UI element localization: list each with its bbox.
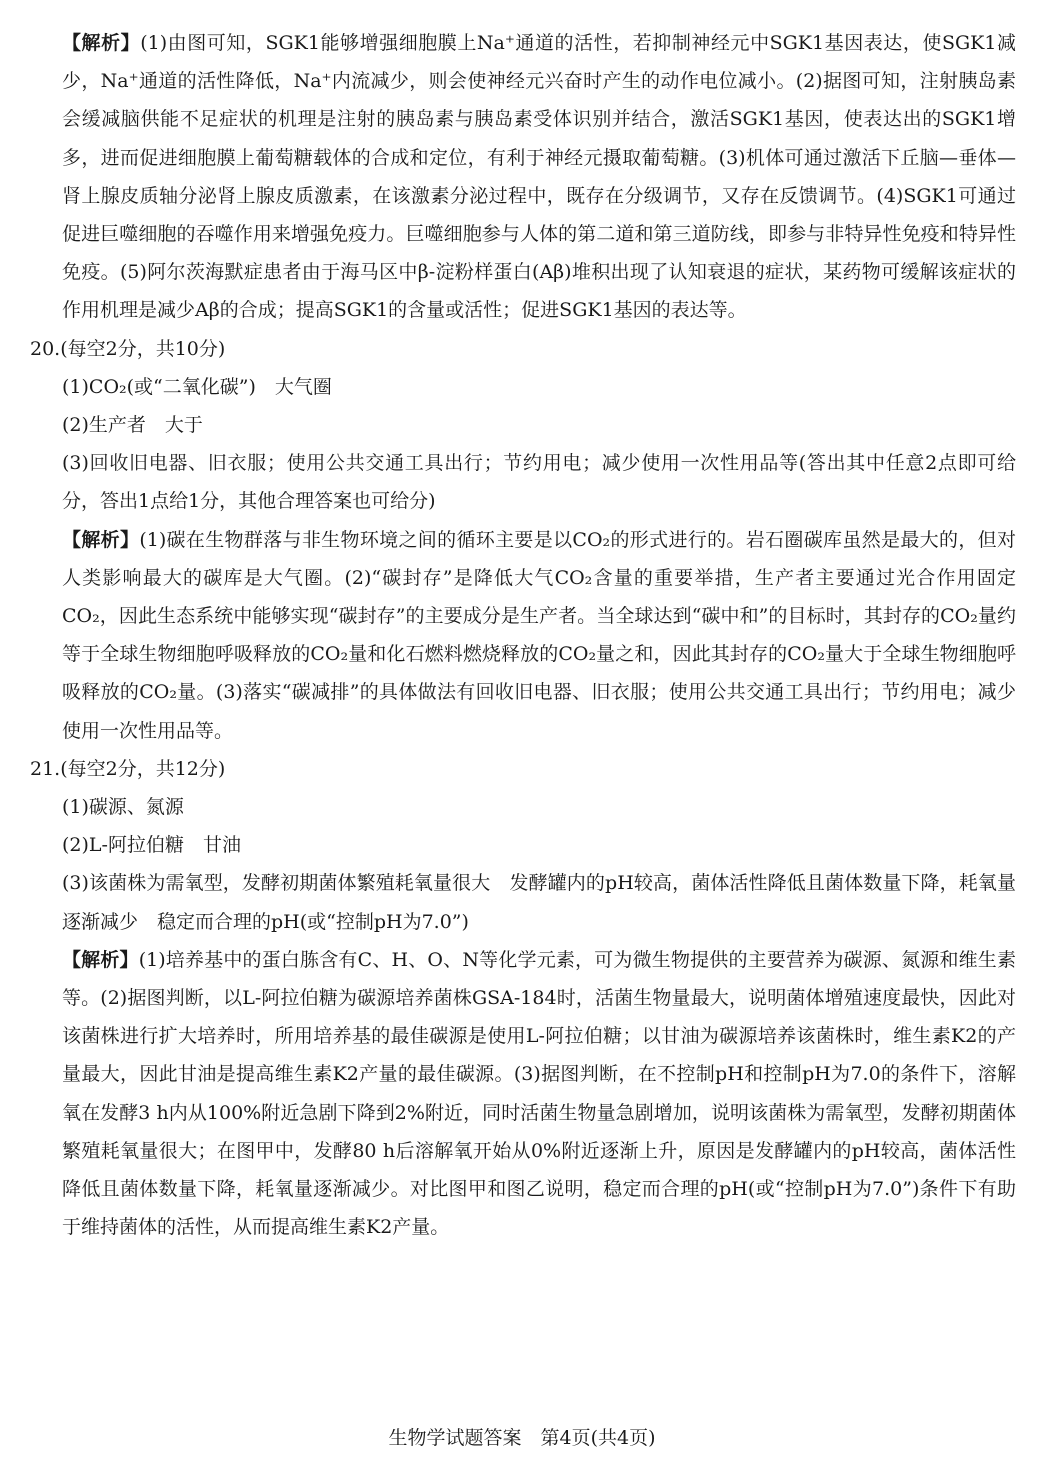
analysis-text: (1)培养基中的蛋白胨含有C、H、O、N等化学元素，可为微生物提供的主要营养为碳源、氮源和维生素等。(2)据图判断，以L-阿拉伯糖为碳源培养菌株GSA-184时，活菌生物量最大，说明菌体增殖速度最快，因此对该菌株进行扩大培养时，所用培养基的最佳碳源是使用L-阿拉伯糖；以甘油为碳源培养该菌株时，维生素K2的产量最大，因此甘油是提高维生素K2产量的最佳碳源。(3)据图判断，在不控制pH和控制pH为7.0的条件下，溶解氧在发酵3 h内从100%附近急剧下降到2%附近，同时活菌生物量急剧增加，说明该菌株为需氧型，发酵初期菌体繁殖耗氧量很大；在图甲中，发酵80 h后溶解氧开始从0%附近逐渐上升，原因是发酵罐内的pH较高，菌体活性降低且菌体数量下降，耗氧量逐渐减少。对比图甲和图乙说明，稳定而合理的pH(或“控制pH为7.0”)条件下有助于维持菌体的活性，从而提高维生素K2产量。 [62, 948, 1016, 1239]
analysis-text: (1)由图可知，SGK1能够增强细胞膜上Na⁺通道的活性，若抑制神经元中SGK1基因表达，使SGK1减少，Na⁺通道的活性降低，Na⁺内流减少，则会使神经元兴奋时产生的动作电位减小。(2)据图可知，注射胰岛素会缓减脑供能不足症状的机理是注射的胰岛素与胰岛素受体识别并结合，激活SGK1基因，使表达出的SGK1增多，进而促进细胞膜上葡萄糖载体的合成和定位，有利于神经元摄取葡萄糖。(3)机体可通过激活下丘脑—垂体—肾上腺皮质轴分泌肾上腺皮质激素，在该激素分泌过程中，既存在分级调节，又存在反馈调节。(4)SGK1可通过促进巨噬细胞的吞噬作用来增强免疫力。巨噬细胞参与人体的第二道和第三道防线，即参与非特异性免疫和特异性免疫。(5)阿尔茨海默症患者由于海马区中β-淀粉样蛋白(Aβ)堆积出现了认知衰退的症状，某药物可缓解该症状的作用机理是减少Aβ的合成；提高SGK1的含量或活性；促进SGK1基因的表达等。 [62, 32, 1016, 322]
analysis-label: 【解析】 [62, 948, 139, 971]
q20-analysis [30, 521, 1016, 750]
q21-analysis [30, 941, 1016, 1247]
q20-header: 20.(每空2分，共10分) [30, 337, 226, 360]
analysis-label: 【解析】 [62, 32, 141, 54]
page-footer: 生物学试题答案 第4页(共4页) [388, 1427, 656, 1449]
answer-page [30, 24, 1016, 1247]
analysis-label: 【解析】 [62, 528, 140, 551]
analysis-text: (1)碳在生物群落与非生物环境之间的循环主要是以CO₂的形式进行的。岩石圈碳库虽然是最大的，但对人类影响最大的碳库是大气圈。(2)“碳封存”是降低大气CO₂含量的重要举措，生产者主要通过光合作用固定CO₂，因此生态系统中能够实现“碳封存”的主要成分是生产者。当全球达到“碳中和”的目标时，其封存的CO₂量约等于全球生物细胞呼吸释放的CO₂量和化石燃料燃烧释放的CO₂量之和，因此其封存的CO₂量大于全球生物细胞呼吸释放的CO₂量。(3)落实“碳减排”的具体做法有回收旧电器、旧衣服；使用公共交通工具出行；节约用电；减少使用一次性用品等。 [62, 528, 1016, 742]
q20-answer-2: (2)生产者 大于 [62, 414, 203, 437]
q20-answer-1: (1)CO₂(或“二氧化碳”) 大气圈 [62, 375, 332, 398]
q21-header: 21.(每空2分，共12分) [30, 757, 226, 780]
q21-answer-3: (3)该菌株为需氧型，发酵初期菌体繁殖耗氧量很大 发酵罐内的pH较高，菌体活性降低且菌体数量下降，耗氧量逐渐减少 稳定而合理的pH(或“控制pH为7.0”) [62, 872, 1016, 933]
q21-answer-2: (2)L-阿拉伯糖 甘油 [62, 834, 241, 857]
q19-analysis [30, 24, 1016, 330]
q20-answer-3: (3)回收旧电器、旧衣服；使用公共交通工具出行；节约用电；减少使用一次性用品等(答出其中任意2点即可给分，答出1点给1分，其他合理答案也可给分) [62, 452, 1016, 513]
q21-answer-1: (1)碳源、氮源 [62, 796, 184, 819]
